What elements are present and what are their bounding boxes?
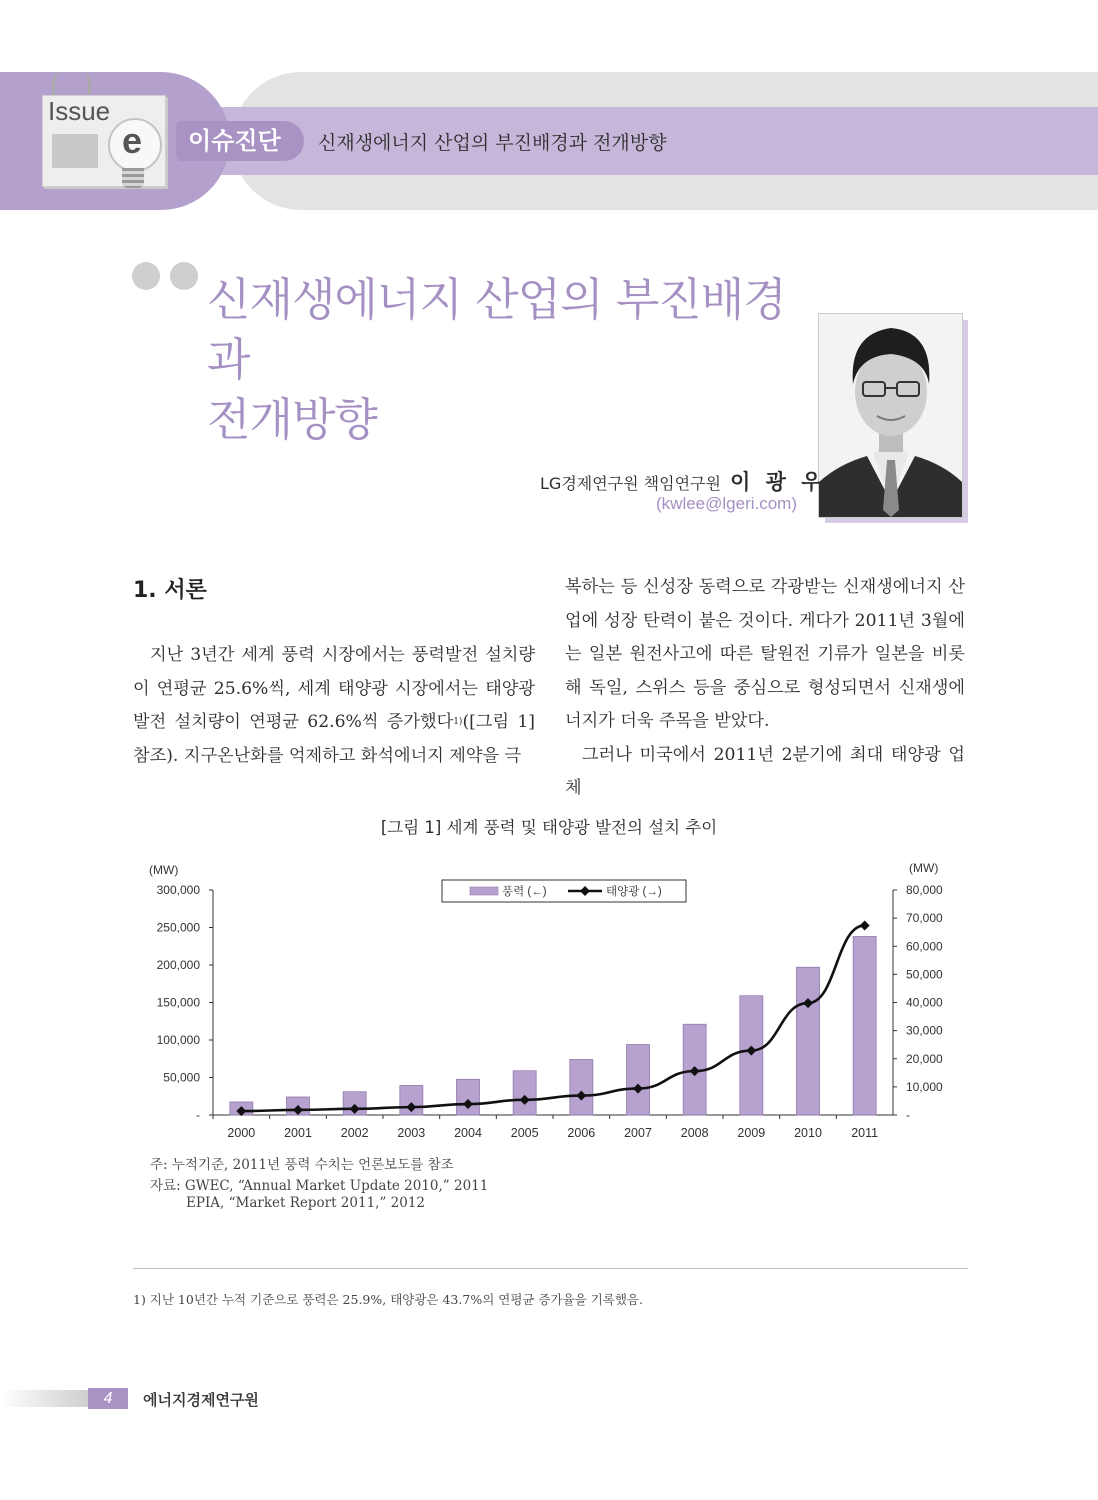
right-axis-tick-label: 10,000 — [906, 1079, 943, 1094]
body-column-right — [565, 571, 965, 806]
figure-source: 자료: GWEC, “Annual Market Update 2010,” 2011 — [150, 1178, 489, 1194]
x-axis-tick-label: 2007 — [624, 1126, 652, 1140]
logo-text: Issue — [48, 96, 111, 126]
solar-point — [860, 920, 870, 930]
logo-document-icon — [52, 134, 98, 168]
x-axis-tick-label: 2005 — [510, 1126, 539, 1140]
lightbulb-letter: e — [122, 120, 143, 161]
x-axis-tick-label: 2008 — [680, 1126, 709, 1140]
footer-organization: 에너지경제연구원 — [143, 1391, 259, 1409]
x-axis-tick-label: 2004 — [454, 1126, 482, 1140]
lightbulb-base-icon — [122, 168, 144, 188]
x-axis-tick-label: 2006 — [567, 1126, 596, 1140]
left-axis-tick-label: 100,000 — [156, 1033, 200, 1047]
author-byline — [540, 466, 826, 496]
title-bullet-dot — [170, 262, 198, 290]
x-axis-tick-label: 2011 — [851, 1126, 879, 1140]
legend-wind-swatch — [470, 887, 498, 895]
left-axis-tick-label: 200,000 — [156, 958, 200, 972]
wind-bar — [513, 1071, 536, 1115]
article-title-line1: 신재생에너지 산업의 부진배경과 — [207, 273, 786, 386]
left-axis-tick-label: - — [196, 1108, 200, 1122]
article-title-line2: 전개방향 — [207, 393, 377, 446]
wind-bar — [797, 967, 820, 1115]
leaf-icon-right — [74, 72, 91, 94]
figure-note: 주: 누적기준, 2011년 풍력 수치는 언론보도를 참조 — [150, 1157, 454, 1173]
figure-source: EPIA, “Market Report 2011,” 2012 — [186, 1195, 426, 1211]
footnote: 1) 지난 10년간 누적 기준으로 풍력은 25.9%, 태양광은 43.7%의 연평균 증가율을 기록했음. — [133, 1292, 643, 1307]
author-name: 이 광 우 — [730, 470, 826, 494]
wind-bar — [570, 1060, 593, 1116]
left-axis-tick-label: 300,000 — [156, 883, 200, 897]
paragraph-text: ([그림 1] 참조). 지구온난화를 억제하고 화석에너지 제약을 극 — [133, 712, 535, 766]
x-axis-tick-label: 2003 — [397, 1126, 426, 1140]
footnote-divider — [133, 1268, 968, 1269]
left-axis-unit: (MW) — [149, 863, 179, 877]
wind-bar — [627, 1045, 650, 1116]
wind-bar — [853, 937, 876, 1116]
title-bullet-dot — [132, 262, 160, 290]
x-axis-tick-label: 2000 — [227, 1126, 256, 1140]
footnote-ref[interactable]: 1) — [453, 717, 463, 727]
right-axis-unit: (MW) — [909, 861, 939, 875]
x-axis-tick-label: 2010 — [794, 1126, 822, 1140]
article-title — [207, 270, 807, 450]
x-axis-tick-label: 2002 — [340, 1126, 369, 1140]
wind-bar — [457, 1079, 480, 1115]
right-axis-tick-label: 30,000 — [906, 1023, 943, 1038]
left-axis-tick-label: 50,000 — [163, 1070, 200, 1085]
legend-solar-label: 태양광 (→) — [606, 886, 662, 898]
right-axis-tick-label: 40,000 — [906, 995, 943, 1010]
x-axis-tick-label: 2001 — [284, 1126, 312, 1140]
right-axis-tick-label: 20,000 — [906, 1051, 943, 1066]
right-axis-tick-label: 60,000 — [906, 939, 943, 954]
body-column-left — [133, 639, 535, 773]
right-axis-tick-label: 80,000 — [906, 883, 943, 897]
leaf-icon — [52, 72, 69, 96]
wind-solar-chart — [133, 856, 953, 1156]
figure-caption: [그림 1] 세계 풍력 및 태양광 발전의 설치 추이 — [380, 818, 718, 837]
author-email[interactable]: (kwlee@lgeri.com) — [656, 494, 798, 513]
paragraph-text: 지난 3년간 세계 풍력 시장에서는 풍력발전 설치량이 연평균 25.6%씩, 세계 태양광 시장에서는 태양광 발전 설치량이 연평균 62.6%씩 증가했다 — [133, 645, 535, 732]
section-heading: 1. 서론 — [133, 578, 207, 603]
paragraph — [133, 639, 535, 773]
right-axis-tick-label: - — [906, 1108, 910, 1122]
paragraph: 복하는 등 신성장 동력으로 각광받는 신재생에너지 산업에 성장 탄력이 붙은 것이다. 게다가 2011년 3월에는 일본 원전사고에 따른 탈원전 기류가 일본을 비롯해 독일, 스위스 등을 중심으로 형성되면서 신재생에너지가 더욱 주목을 받았다. — [565, 577, 965, 731]
footer-bar — [0, 1390, 88, 1407]
paragraph: 그러나 미국에서 2011년 2분기에 최대 태양광 업체 — [565, 744, 965, 798]
right-axis-tick-label: 50,000 — [906, 967, 943, 982]
page-number: 4 — [88, 1388, 128, 1409]
left-axis-tick-label: 150,000 — [156, 995, 200, 1010]
header-title: 신재생에너지 산업의 부진배경과 전개방향 — [318, 132, 667, 154]
section-label: 이슈진단 — [176, 121, 304, 161]
author-affiliation: LG경제연구원 책임연구원 — [540, 474, 721, 493]
left-axis-tick-label: 250,000 — [156, 920, 200, 935]
x-axis-tick-label: 2009 — [737, 1126, 766, 1140]
legend-wind-label: 풍력 (←) — [502, 886, 547, 898]
solar-line — [241, 925, 864, 1111]
author-portrait-image — [819, 314, 962, 517]
right-axis-tick-label: 70,000 — [906, 911, 943, 926]
author-photo — [818, 313, 963, 518]
